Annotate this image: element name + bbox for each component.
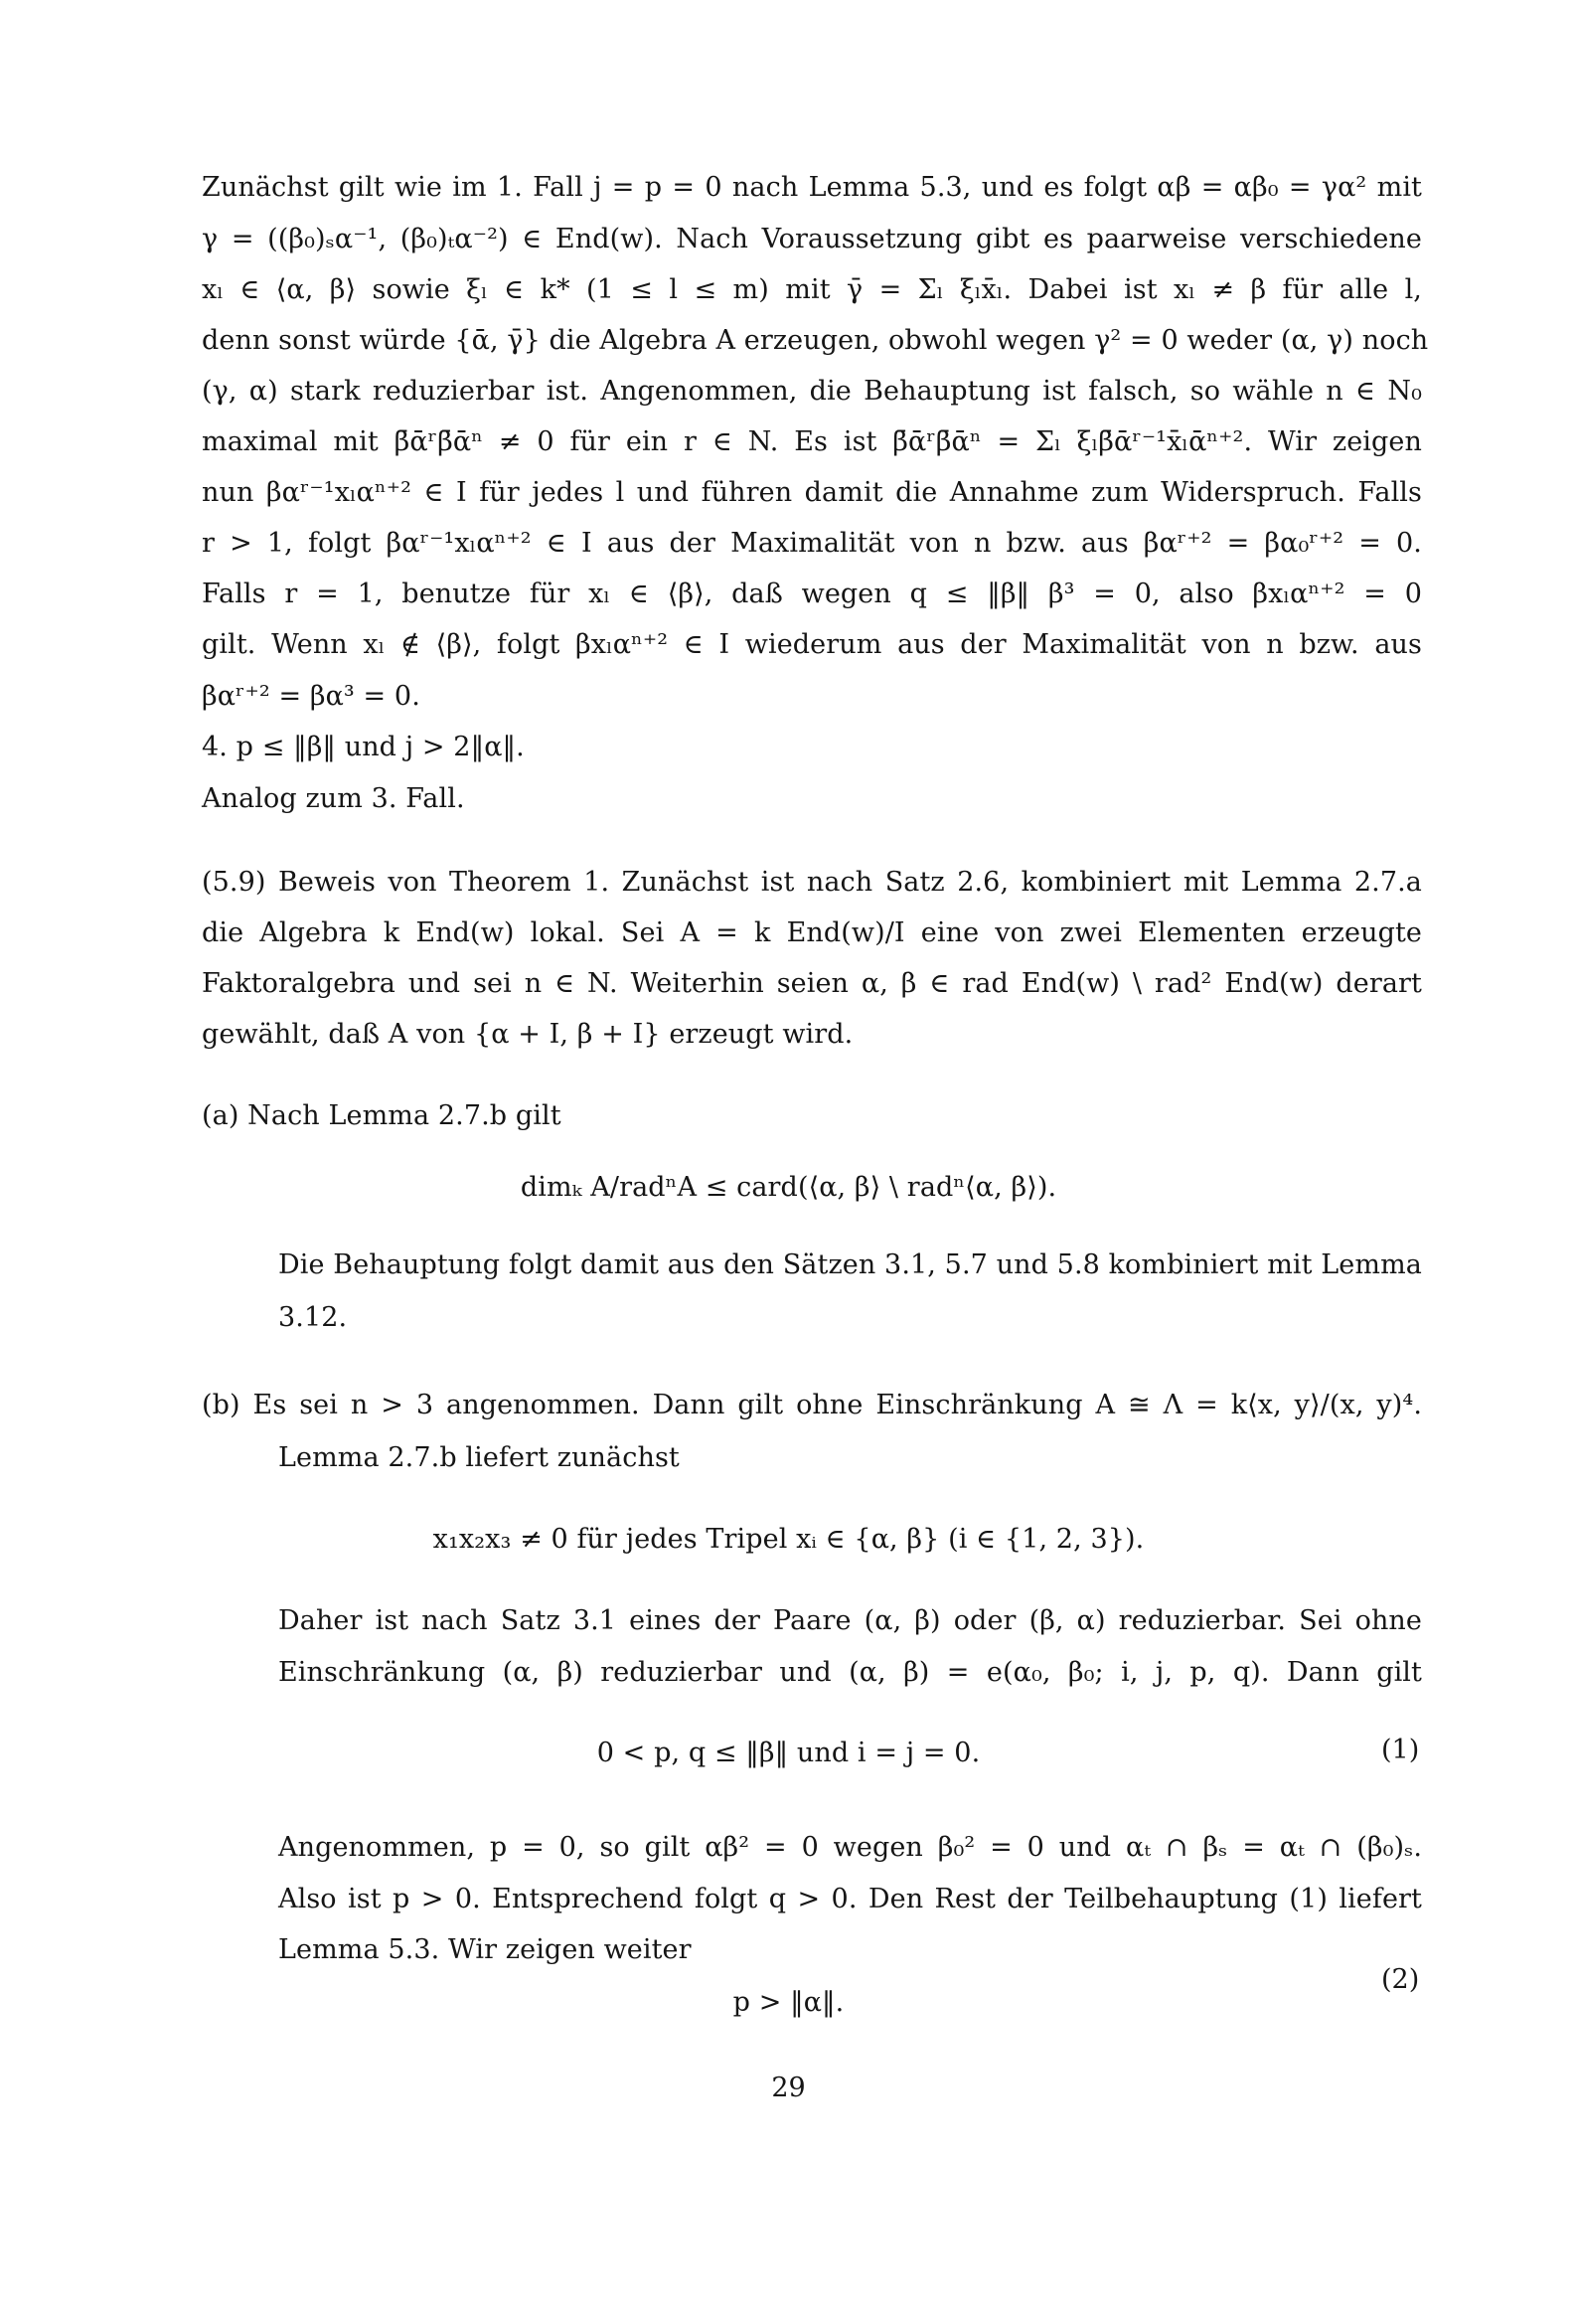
text-line: γ = ((β₀)ₛα⁻¹, (β₀)ₜα⁻²) ∈ End(w). Nach Voraussetzung gibt es paarweise verschiedene <box>202 224 1422 254</box>
text-line: (γ, α) stark reduzierbar ist. Angenommen, die Behauptung ist falsch, so wähle n ∈ N₀ <box>202 376 1422 407</box>
text-line: Daher ist nach Satz 3.1 eines der Paare (α, β) oder (β, α) reduzierbar. Sei ohne <box>278 1605 1422 1636</box>
display-equation: x₁x₂x₃ ≠ 0 für jedes Tripel xᵢ ∈ {α, β} (i ∈ {1, 2, 3}). <box>432 1524 1145 1555</box>
equation-number: (1) <box>1381 1735 1420 1765</box>
text-line: Lemma 5.3. Wir zeigen weiter <box>278 1934 692 1965</box>
text-line: Lemma 2.7.b liefert zunächst <box>278 1442 680 1473</box>
text-line: Die Behauptung folgt damit aus den Sätzen 3.1, 5.7 und 5.8 kombiniert mit Lemma <box>278 1249 1422 1280</box>
text-line: nun βαʳ⁻¹xₗαⁿ⁺² ∈ I für jedes l und führen damit die Annahme zum Widerspruch. Falls <box>202 477 1422 508</box>
text-line: Einschränkung (α, β) reduzierbar und (α, β) = e(α₀, β₀; i, j, p, q). Dann gilt <box>278 1657 1422 1688</box>
text-line: Faktoralgebra und sei n ∈ N. Weiterhin seien α, β ∈ rad End(w) \ rad² End(w) derart <box>202 968 1422 999</box>
text-line: r > 1, folgt βαʳ⁻¹xₗαⁿ⁺² ∈ I aus der Maximalität von n bzw. aus βαʳ⁺² = βα₀ʳ⁺² = 0. <box>202 528 1422 559</box>
part-a-intro: (a) Nach Lemma 2.7.b gilt <box>202 1100 561 1131</box>
text-line: βαʳ⁺² = βα³ = 0. <box>202 681 420 712</box>
page-number: 29 <box>771 2073 806 2103</box>
text-line: Analog zum 3. Fall. <box>202 783 465 814</box>
part-b-intro: (b) Es sei n > 3 angenommen. Dann gilt ohne Einschränkung A ≅ Λ = k⟨x, y⟩/(x, y)⁴. <box>202 1390 1422 1420</box>
text-line: gewählt, daß A von {α + I, β + I} erzeugt wird. <box>202 1019 854 1050</box>
text-line: denn sonst würde {ᾱ, γ̄} die Algebra A erzeugen, obwohl wegen γ² = 0 weder (α, γ) noch <box>202 325 1429 356</box>
text-line: gilt. Wenn xₗ ∉ ⟨β⟩, folgt βxₗαⁿ⁺² ∈ I wiederum aus der Maximalität von n bzw. aus <box>202 629 1422 660</box>
text-line: Angenommen, p = 0, so gilt αβ² = 0 wegen β₀² = 0 und αₜ ∩ βₛ = αₜ ∩ (β₀)ₛ. <box>278 1832 1422 1863</box>
text-line: 3.12. <box>278 1302 348 1333</box>
text-line: Falls r = 1, benutze für xₗ ∈ ⟨β⟩, daß wegen q ≤ ‖β‖ β³ = 0, also βxₗαⁿ⁺² = 0 <box>202 579 1422 609</box>
display-equation: p > ‖α‖. <box>732 1987 845 2018</box>
equation-number: (2) <box>1381 1964 1420 1995</box>
case-heading: 4. p ≤ ‖β‖ und j > 2‖α‖. <box>202 732 525 762</box>
proof-heading-line: (5.9) Beweis von Theorem 1. Zunächst ist nach Satz 2.6, kombiniert mit Lemma 2.7.a <box>202 867 1422 898</box>
text-line: maximal mit β̄ᾱʳβ̄ᾱⁿ ≠ 0 für ein r ∈ N. Es ist β̄ᾱʳβ̄ᾱⁿ = Σₗ ξₗβ̄ᾱʳ⁻¹x̄ₗᾱⁿ⁺². Wir zeigen <box>202 426 1422 457</box>
text-line: die Algebra k End(w) lokal. Sei A = k End(w)/I eine von zwei Elementen erzeugte <box>202 917 1422 948</box>
text-line: Zunächst gilt wie im 1. Fall j = p = 0 nach Lemma 5.3, und es folgt αβ = αβ₀ = γα² mit <box>202 172 1422 203</box>
display-equation: dimₖ A/radⁿA ≤ card(⟨α, β⟩ \ radⁿ⟨α, β⟩). <box>520 1172 1057 1203</box>
text-line: Also ist p > 0. Entsprechend folgt q > 0. Den Rest der Teilbehauptung (1) liefert <box>278 1884 1422 1914</box>
display-equation: 0 < p, q ≤ ‖β‖ und i = j = 0. <box>596 1738 981 1768</box>
text-line: xₗ ∈ ⟨α, β⟩ sowie ξₗ ∈ k* (1 ≤ l ≤ m) mit γ̄ = Σₗ ξₗx̄ₗ. Dabei ist xₗ ≠ β für alle l, <box>202 274 1422 305</box>
